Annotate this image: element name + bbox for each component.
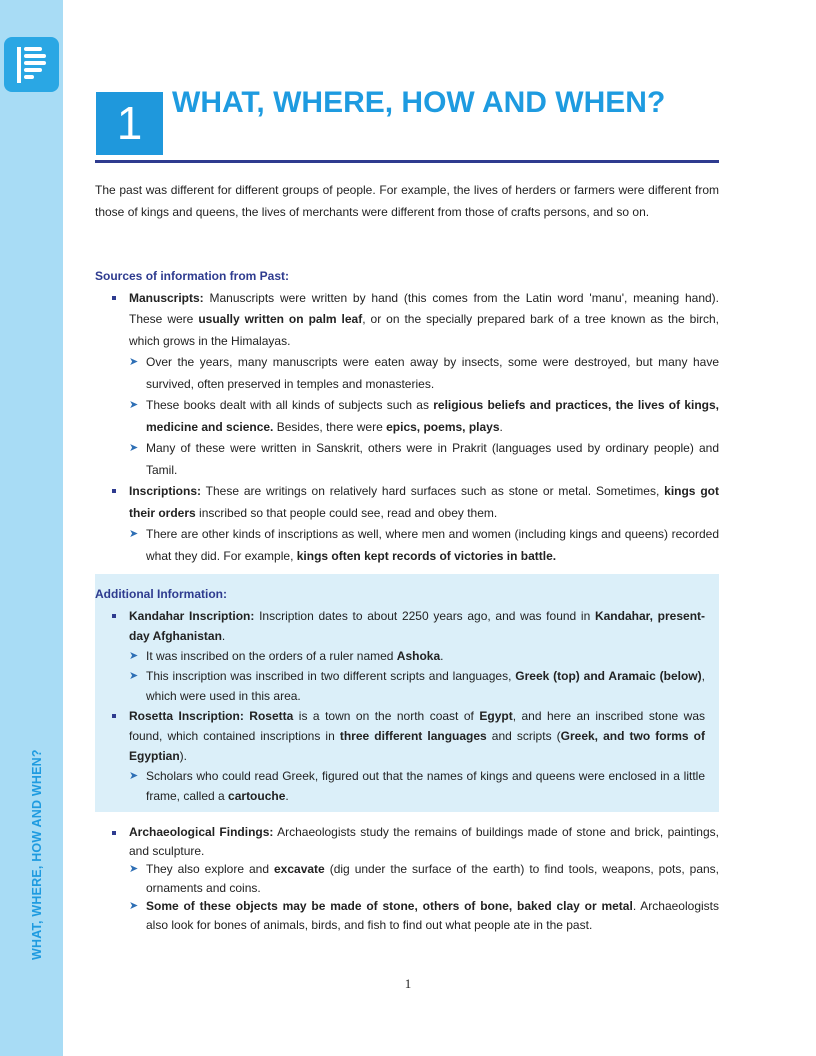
additional-heading: Additional Information: [95,587,227,601]
sub-item: ➤ Many of these were written in Sanskrit, others were in Prakrit (languages used by ordinary people) and Tamil. [129,438,719,481]
archaeological-text: Archaeologists study the remains of buildings made of stone and brick, paintings, and sculpture. [129,825,719,858]
sources-section [95,266,719,567]
sub-text: There are other kinds of inscriptions as well, where men and women (including kings and queens) recorded what they did. For example, [146,527,719,563]
list-item-inscriptions [95,481,719,567]
sub-bold: excavate [274,862,325,876]
sources-heading: Sources of information from Past: [95,269,290,283]
manuscripts-bold: usually written on palm leaf [198,312,363,326]
sub-text: They also explore and [146,862,274,876]
left-sidebar [0,0,63,1056]
list-item-rosetta [95,706,705,806]
manuscripts-text-end: , or on the specially prepared bark of a tree known as the birch, which grows in the Himalayas. [129,312,719,348]
sub-bold: religious beliefs and practices, the lives of kings, medicine and science. [146,398,719,434]
rosetta-bold: Greek, and two forms of Egyptian [129,728,705,763]
kandahar-bold: Kandahar, present-day Afghanistan [129,608,706,643]
title-divider [95,160,719,163]
additional-info-box [95,574,719,812]
chapter-number: 1 [96,92,163,155]
rosetta-text: and scripts ( [486,728,561,743]
sub-text: . [499,419,503,434]
rosetta-bold: three different languages [339,728,487,743]
rosetta-text: ). [179,748,188,763]
sub-item [129,524,719,567]
sub-text: . Archaeologists also look for bones of animals, birds, and fish to find out what people ate in the past. [146,899,719,932]
sub-text: Besides, there were [273,419,387,434]
publisher-logo-icon [4,37,59,92]
sub-text: Scholars who could read Greek, figured out that the names of kings and queens were enclosed in a little frame, called a [146,768,705,803]
sub-item: ➤ Over the years, many manuscripts were eaten away by insects, some were destroyed, but many have survived, often preserved in temples and monasteries. [129,352,719,395]
sub-bold: Greek (top) and Aramaic (below) [515,668,702,683]
archaeological-section [95,823,719,934]
rosetta-bold: Egypt [479,708,513,723]
sub-bold: Some of these objects may be made of stone, others of bone, baked clay or metal [146,899,633,913]
list-item-archaeological [95,823,719,934]
inscriptions-bold: kings got their orders [129,484,719,520]
sub-text: These books dealt with all kinds of subjects such as [146,398,434,412]
sub-text: It was inscribed on the orders of a ruler named [146,648,397,663]
inscriptions-text: These are writings on relatively hard surfaces such as stone or metal. Sometimes, [201,484,665,498]
sub-text: This inscription was inscribed in two different scripts and languages, [146,668,516,683]
list-item-kandahar [95,606,705,706]
sub-text: , which were used in this area. [146,668,705,703]
intro-paragraph: The past was different for different groups of people. For example, the lives of herders or farmers were different from those of kings and queens, the lives of merchants were different from those of crafts persons, and so on. [95,183,719,219]
page-number: 1 [404,976,412,991]
sub-item [129,395,719,438]
sub-item [129,860,719,897]
sub-item [129,666,705,706]
sub-item [129,766,705,806]
rosetta-text: is a town on the north coast of [293,708,480,723]
list-item-manuscripts [95,288,719,482]
archaeological-label: Archaeological Findings: [129,825,274,839]
sidebar-vertical-title: WHAT, WHERE, HOW AND WHEN? [30,749,44,960]
manuscripts-label: Manuscripts: [129,290,204,305]
rosetta-label: Rosetta Inscription: Rosetta [129,708,294,723]
sub-text: . [440,648,444,663]
rosetta-text: , and here an inscribed stone was found, which contained inscriptions in [129,708,705,743]
sub-bold: kings often kept records of victories in battle. [296,548,557,563]
kandahar-label: Kandahar Inscription: [129,608,255,623]
chapter-title: WHAT, WHERE, HOW AND WHEN? [172,86,666,119]
kandahar-text: Inscription dates to about 2250 years ago, and was found in [254,608,595,623]
sub-text: . [285,788,289,803]
inscriptions-label: Inscriptions: [129,484,202,498]
sub-item [129,897,719,934]
manuscripts-text: Manuscripts were written by hand (this comes from the Latin word 'manu', meaning hand). These were [129,290,719,326]
sub-item [129,646,705,666]
sub-bold: epics, poems, plays [386,419,500,434]
sub-bold: cartouche [228,788,286,803]
sub-bold: Ashoka [396,648,441,663]
inscriptions-text-end: inscribed so that people could see, read and obey them. [195,505,498,520]
sub-text: (dig under the surface of the earth) to find tools, weapons, pots, pans, ornaments and coins. [146,862,720,895]
kandahar-text-end: . [221,628,226,643]
